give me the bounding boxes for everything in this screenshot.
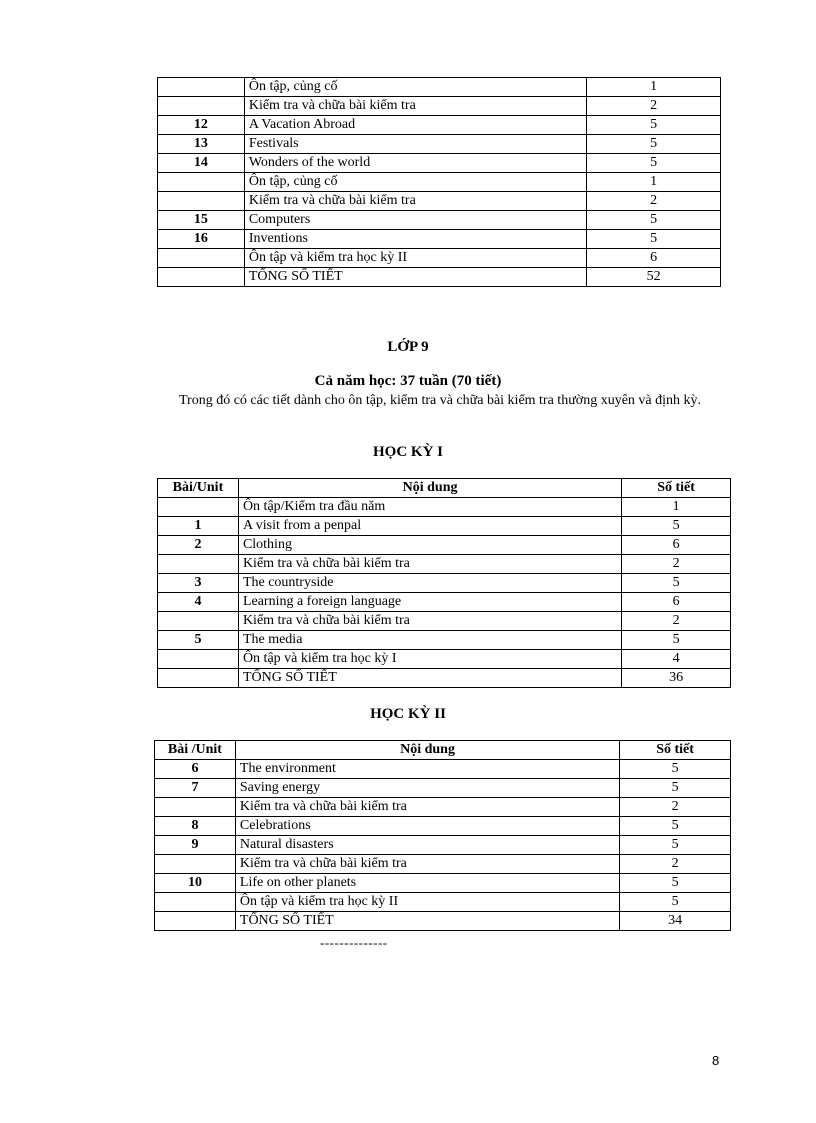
table-row	[155, 779, 731, 798]
cell-content: TỔNG SỐ TIẾT	[244, 268, 586, 287]
cell-content: Kiểm tra và chữa bài kiểm tra	[235, 798, 619, 817]
cell-content: Life on other planets	[235, 874, 619, 893]
header-periods: Số tiết	[620, 741, 731, 760]
cell-content: Ôn tập và kiểm tra học kỳ II	[244, 249, 586, 268]
semester2-title: HỌC KỲ II	[370, 706, 446, 722]
cell-unit	[155, 855, 236, 874]
table-row	[155, 855, 731, 874]
table-row	[155, 760, 731, 779]
cell-unit	[158, 249, 245, 268]
cell-unit	[158, 97, 245, 116]
grade-title: LỚP 9	[387, 339, 429, 355]
cell-content: Clothing	[238, 536, 621, 555]
cell-unit	[158, 555, 239, 574]
cell-periods: 4	[622, 650, 731, 669]
cell-periods: 1	[587, 78, 721, 97]
cell-periods: 5	[620, 874, 731, 893]
cell-content: Ôn tập, củng cố	[244, 173, 586, 192]
cell-periods: 5	[620, 760, 731, 779]
cell-unit: 5	[158, 631, 239, 650]
cell-unit	[158, 498, 239, 517]
table-row	[158, 97, 721, 116]
cell-periods: 5	[622, 574, 731, 593]
header-unit: Bài /Unit	[155, 741, 236, 760]
cell-content: TỔNG SỐ TIẾT	[235, 912, 619, 931]
cell-unit	[158, 192, 245, 211]
cell-unit: 6	[155, 760, 236, 779]
cell-content: TỔNG SỐ TIẾT	[238, 669, 621, 688]
table-row	[158, 135, 721, 154]
table-row	[158, 211, 721, 230]
table-row	[155, 798, 731, 817]
cell-unit	[155, 912, 236, 931]
cell-content: The media	[238, 631, 621, 650]
cell-unit	[155, 893, 236, 912]
table-row	[158, 612, 731, 631]
cell-periods: 5	[622, 631, 731, 650]
cell-unit: 3	[158, 574, 239, 593]
cell-unit: 1	[158, 517, 239, 536]
table-row	[155, 817, 731, 836]
cell-unit: 7	[155, 779, 236, 798]
cell-content: Ôn tập và kiểm tra học kỳ I	[238, 650, 621, 669]
cell-periods: 34	[620, 912, 731, 931]
cell-content: A Vacation Abroad	[244, 116, 586, 135]
cell-periods: 2	[622, 555, 731, 574]
cell-periods: 36	[622, 669, 731, 688]
table-row	[155, 893, 731, 912]
table-row	[158, 268, 721, 287]
cell-content: Celebrations	[235, 817, 619, 836]
cell-periods: 6	[587, 249, 721, 268]
cell-content: Kiểm tra và chữa bài kiểm tra	[238, 612, 621, 631]
cell-unit	[158, 650, 239, 669]
cell-content: Ôn tập, củng cố	[244, 78, 586, 97]
cell-periods: 5	[622, 517, 731, 536]
header-content: Nội dung	[235, 741, 619, 760]
cell-periods: 5	[620, 779, 731, 798]
table-row	[158, 173, 721, 192]
header-content: Nội dung	[238, 479, 621, 498]
cell-content: Inventions	[244, 230, 586, 249]
cell-content: Kiểm tra và chữa bài kiểm tra	[244, 192, 586, 211]
cell-periods: 5	[620, 817, 731, 836]
cell-content: Natural disasters	[235, 836, 619, 855]
cell-periods: 1	[587, 173, 721, 192]
header-unit: Bài/Unit	[158, 479, 239, 498]
semester1-table	[157, 478, 731, 688]
cell-unit: 2	[158, 536, 239, 555]
cell-unit	[158, 78, 245, 97]
table-row	[155, 874, 731, 893]
cell-periods: 2	[620, 798, 731, 817]
cell-periods: 5	[587, 154, 721, 173]
cell-periods: 5	[587, 116, 721, 135]
cell-unit: 10	[155, 874, 236, 893]
semester1-title: HỌC KỲ I	[372, 444, 443, 460]
cell-periods: 1	[622, 498, 731, 517]
cell-unit	[158, 612, 239, 631]
cell-content: Festivals	[244, 135, 586, 154]
cell-unit: 15	[158, 211, 245, 230]
cell-unit: 8	[155, 817, 236, 836]
cell-periods: 6	[622, 593, 731, 612]
cell-unit	[155, 798, 236, 817]
table-header-row	[158, 479, 731, 498]
cell-periods: 2	[622, 612, 731, 631]
cell-unit	[158, 669, 239, 688]
cell-periods: 5	[620, 893, 731, 912]
page-number: 8	[712, 1053, 720, 1068]
table-row	[158, 498, 731, 517]
cell-unit: 4	[158, 593, 239, 612]
cell-content: A visit from a penpal	[238, 517, 621, 536]
cell-content: Ôn tập/Kiểm tra đầu năm	[238, 498, 621, 517]
table-row	[158, 669, 731, 688]
cell-unit: 13	[158, 135, 245, 154]
cell-periods: 2	[620, 855, 731, 874]
cell-content: The environment	[235, 760, 619, 779]
cell-periods: 5	[587, 135, 721, 154]
description: Trong đó có các tiết dành cho ôn tập, kiểm tra và chữa bài kiểm tra thường xuyên và định kỳ.	[178, 393, 702, 408]
table-row	[158, 536, 731, 555]
table-row	[158, 154, 721, 173]
cell-unit: 16	[158, 230, 245, 249]
table-row	[158, 555, 731, 574]
cell-content: Wonders of the world	[244, 154, 586, 173]
table-row	[158, 230, 721, 249]
cell-periods: 5	[620, 836, 731, 855]
cell-content: Saving energy	[235, 779, 619, 798]
table-row	[158, 631, 731, 650]
table-row	[158, 574, 731, 593]
table-row	[158, 249, 721, 268]
cell-content: Learning a foreign language	[238, 593, 621, 612]
cell-unit: 12	[158, 116, 245, 135]
cell-periods: 2	[587, 97, 721, 116]
table-row	[155, 836, 731, 855]
table-row	[158, 78, 721, 97]
cell-content: Kiểm tra và chữa bài kiểm tra	[235, 855, 619, 874]
cell-periods: 52	[587, 268, 721, 287]
divider: --------------	[320, 935, 388, 950]
cell-unit: 9	[155, 836, 236, 855]
cell-content: Kiểm tra và chữa bài kiểm tra	[238, 555, 621, 574]
header-periods: Số tiết	[622, 479, 731, 498]
semester2-table	[154, 740, 731, 931]
year-summary: Cả năm học: 37 tuần (70 tiết)	[314, 373, 502, 389]
cell-periods: 5	[587, 230, 721, 249]
table-row	[158, 593, 731, 612]
cell-unit: 14	[158, 154, 245, 173]
cell-periods: 6	[622, 536, 731, 555]
table-row	[158, 192, 721, 211]
cell-unit	[158, 268, 245, 287]
table-row	[158, 116, 721, 135]
cell-content: The countryside	[238, 574, 621, 593]
table-header-row	[155, 741, 731, 760]
grade8-semester2-table	[157, 77, 721, 287]
cell-content: Computers	[244, 211, 586, 230]
table-row	[158, 517, 731, 536]
cell-periods: 2	[587, 192, 721, 211]
cell-periods: 5	[587, 211, 721, 230]
cell-content: Ôn tập và kiểm tra học kỳ II	[235, 893, 619, 912]
table-row	[158, 650, 731, 669]
cell-unit	[158, 173, 245, 192]
table-row	[155, 912, 731, 931]
cell-content: Kiểm tra và chữa bài kiểm tra	[244, 97, 586, 116]
